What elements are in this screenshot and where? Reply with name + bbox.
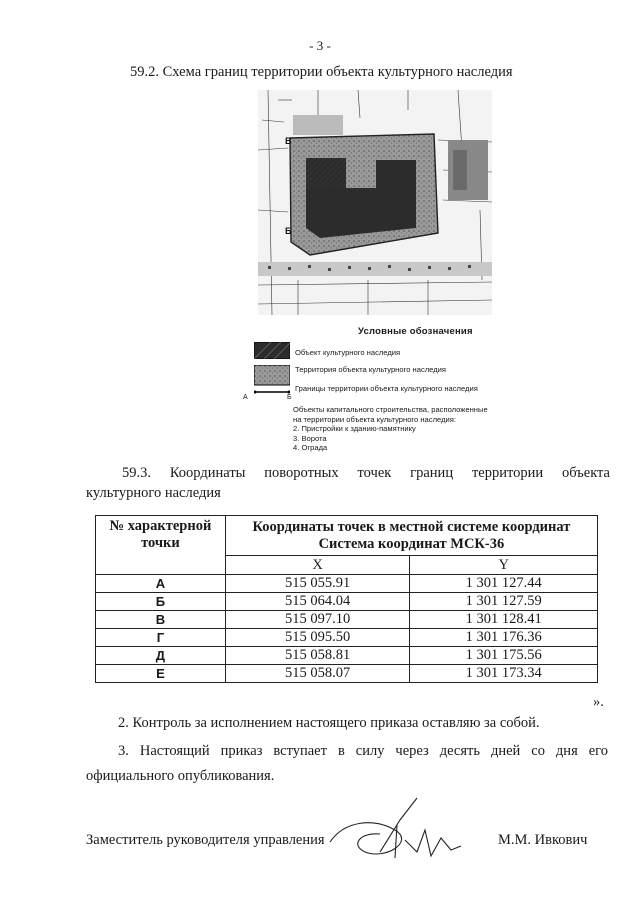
section-59-3-line2: культурного наследия (86, 485, 221, 501)
object-item: 2. Пристройки к зданию-памятнику (293, 424, 416, 434)
x-cell: 515 058.07 (225, 665, 410, 683)
legend-item-territory: Территория объекта культурного наследия (295, 365, 447, 374)
page-number: - 3 - (309, 38, 331, 53)
x-header: X (225, 556, 410, 575)
signatory-name: М.М. Ивкович (498, 832, 588, 848)
y-cell: 1 301 173.34 (410, 665, 598, 683)
point-number-header: № характерной точки (96, 516, 226, 575)
table-row (96, 647, 598, 665)
coordinates-table (95, 515, 598, 683)
item-2: 2. Контроль за исполнением настоящего приказа оставляю за собой. (118, 715, 540, 731)
item-3-line1: 3. Настоящий приказ вступает в силу через десять дней со дня его (118, 743, 608, 759)
handwritten-signature (325, 790, 465, 870)
objects-heading-1: Объекты капитального строительства, расположенные (293, 405, 488, 414)
map-point-v: В (285, 136, 292, 146)
x-cell: 515 058.81 (225, 647, 410, 665)
item-3-line2: официального опубликования. (86, 768, 275, 784)
closing-quote: ». (593, 694, 604, 710)
table-row (96, 665, 598, 683)
table-row (96, 629, 598, 647)
point-cell: Г (96, 629, 226, 647)
legend-item-boundaries: Границы территории объекта культурного наследия (295, 384, 478, 393)
object-item: 4. Ограда (293, 443, 328, 453)
y-cell: 1 301 128.41 (410, 611, 598, 629)
legend-swatch-object (254, 342, 290, 359)
boundary-scheme-map (258, 90, 492, 315)
y-header: Y (410, 556, 598, 575)
point-cell: В (96, 611, 226, 629)
point-cell: А (96, 575, 226, 593)
objects-heading-2: на территории объекта культурного наследия: (293, 414, 456, 424)
legend-title: Условные обозначения (358, 326, 473, 337)
coordinates-group-header (225, 516, 597, 556)
table-header-row (96, 516, 598, 556)
y-cell: 1 301 176.36 (410, 629, 598, 647)
objects-list (293, 405, 523, 453)
legend-swatch-territory (254, 365, 290, 397)
table-row (96, 593, 598, 611)
table-row (96, 575, 598, 593)
coordinates-header-line2: Система координат МСК-36 (318, 536, 505, 552)
coordinates-header-line1: Координаты точек в местной системе координат (252, 519, 571, 535)
section-59-2-title: 59.2. Схема границ территории объекта культурного наследия (130, 64, 513, 80)
signatory-role: Заместитель руководителя управления (86, 832, 325, 848)
point-cell: Б (96, 593, 226, 611)
y-cell: 1 301 127.59 (410, 593, 598, 611)
legend-point-a: А (243, 394, 248, 401)
x-cell: 515 097.10 (225, 611, 410, 629)
legend-point-b: Б (287, 394, 292, 401)
x-cell: 515 055.91 (225, 575, 410, 593)
x-cell: 515 095.50 (225, 629, 410, 647)
point-cell: Д (96, 647, 226, 665)
y-cell: 1 301 127.44 (410, 575, 598, 593)
y-cell: 1 301 175.56 (410, 647, 598, 665)
point-cell: Е (96, 665, 226, 683)
map-point-b: Б (285, 226, 292, 236)
section-59-3-line1: 59.3. Координаты поворотных точек границ территории объекта (122, 465, 610, 481)
table-row (96, 611, 598, 629)
object-item: 3. Ворота (293, 433, 327, 443)
legend-item-object: Объект культурного наследия (295, 348, 401, 357)
x-cell: 515 064.04 (225, 593, 410, 611)
